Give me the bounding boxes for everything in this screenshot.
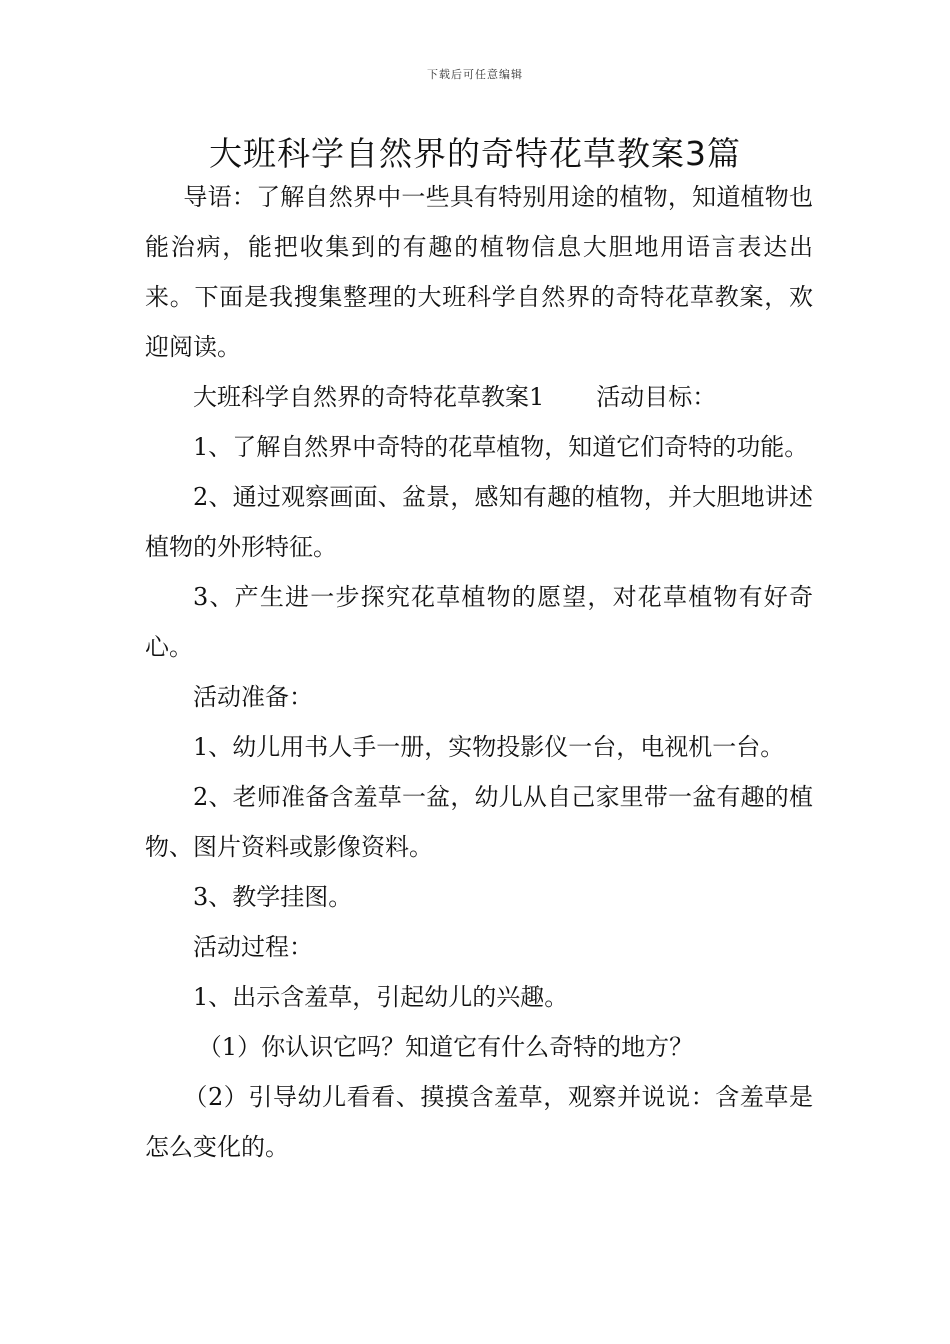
prep-heading: 活动准备： <box>193 683 313 711</box>
prep-item: 2、老师准备含羞草一盆，幼儿从自己家里带一盆有趣的植物、图片资料或影像资料。 <box>145 783 813 861</box>
document-title: 大班科学自然界的奇特花草教案3篇 <box>209 134 741 173</box>
goal-item: 3、产生进一步探究花草植物的愿望，对花草植物有好奇心。 <box>145 583 813 661</box>
process-item: 1、出示含羞草，引起幼儿的兴趣。 <box>193 983 569 1011</box>
process-item: （1）你认识它吗？知道它有什么奇特的地方？ <box>197 1033 694 1061</box>
goals-heading: 活动目标： <box>596 383 717 411</box>
header-note: 下载后可任意编辑 <box>427 68 523 81</box>
goal-item: 1、了解自然界中奇特的花草植物，知道它们奇特的功能。 <box>193 433 809 461</box>
prep-item: 1、幼儿用书人手一册，实物投影仪一台，电视机一台。 <box>193 733 785 761</box>
section1-heading: 大班科学自然界的奇特花草教案1 <box>193 383 545 411</box>
section-heading-line <box>145 372 813 422</box>
prep-item: 3、教学挂图。 <box>193 883 353 911</box>
goal-item: 2、通过观察画面、盆景，感知有趣的植物，并大胆地讲述植物的外形特征。 <box>145 483 813 561</box>
process-heading: 活动过程： <box>193 933 313 961</box>
document-body <box>145 172 813 1172</box>
intro-paragraph: 导语：了解自然界中一些具有特别用途的植物，知道植物也能治病，能把收集到的有趣的植物信息大胆地用语言表达出来。下面是我搜集整理的大班科学自然界的奇特花草教案，欢迎阅读。 <box>145 183 813 361</box>
process-item: （2）引导幼儿看看、摸摸含羞草，观察并说说：含羞草是怎么变化的。 <box>145 1083 813 1161</box>
